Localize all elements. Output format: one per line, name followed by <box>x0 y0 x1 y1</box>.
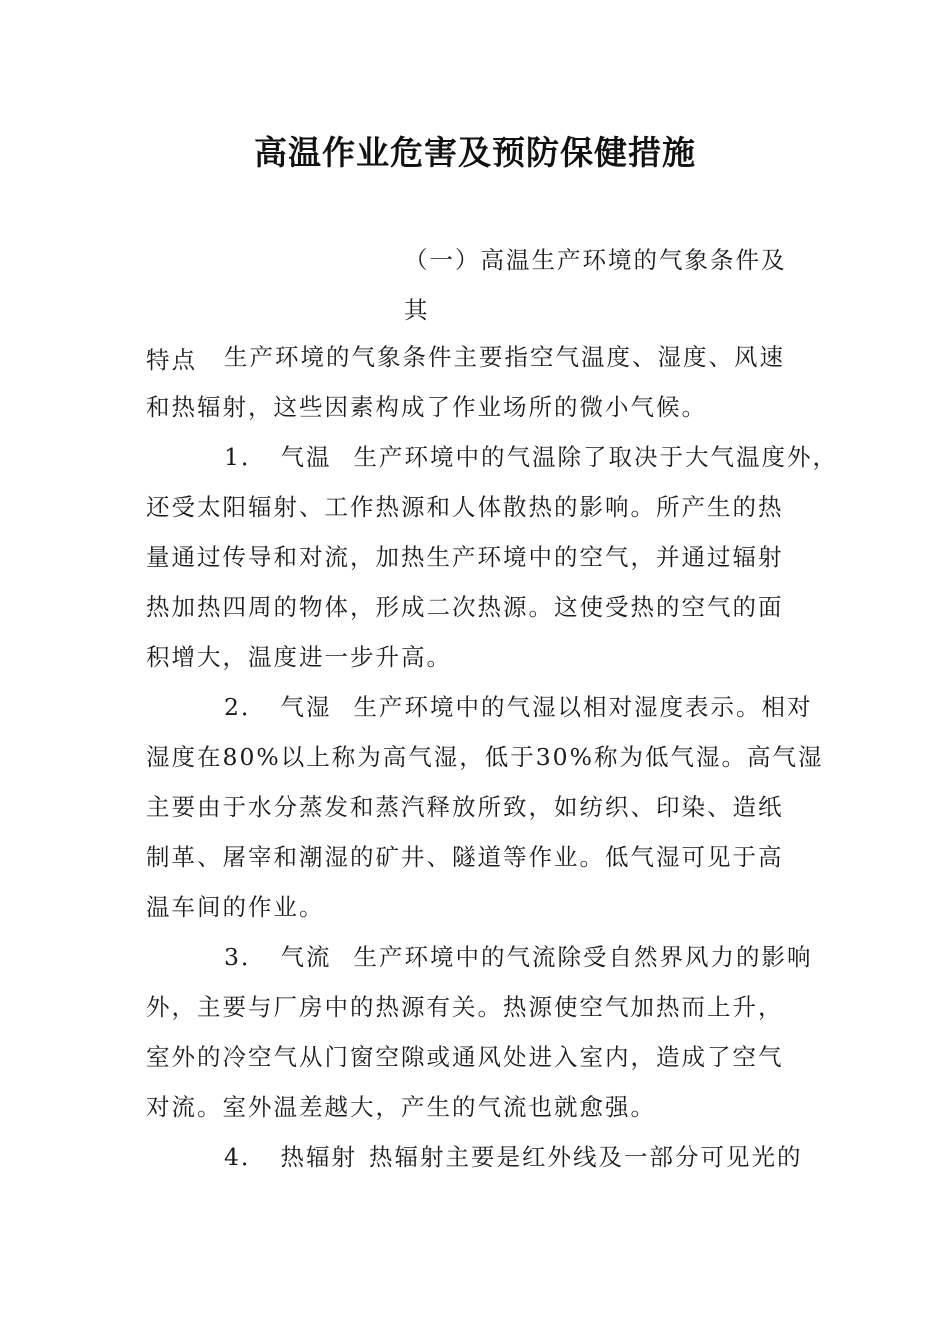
paragraph-line: 积增大，温度进一步升高。 <box>146 643 452 671</box>
paragraph-line: 主要由于水分蒸发和蒸汽释放所致，如纺织、印染、造纸 <box>146 793 784 821</box>
paragraph-first-line <box>146 432 838 482</box>
item-term: 气湿 <box>280 693 332 721</box>
item-number: 2． <box>224 693 267 721</box>
paragraph-intro <box>146 332 808 432</box>
paragraph-first-line <box>146 682 813 732</box>
paragraph-line: 和热辐射，这些因素构成了作业场所的微小气候。 <box>146 393 707 421</box>
paragraph-line: 生产环境中的气湿以相对湿度表示。相对 <box>353 693 813 721</box>
paragraph-first-line <box>146 1132 808 1182</box>
paragraph-air-flow <box>146 932 813 1132</box>
paragraph-line: 温车间的作业。 <box>146 893 325 921</box>
paragraph-line: 还受太阳辐射、工作热源和人体散热的影响。所产生的热 <box>146 493 784 521</box>
paragraph-line: 室外的冷空气从门窗空隙或通风处进入室内，造成了空气 <box>146 1043 784 1071</box>
paragraph-line: 生产环境的气象条件主要指空气温度、湿度、风速 <box>224 343 785 371</box>
paragraph-heat-radiation <box>146 1132 808 1182</box>
document-title: 高温作业危害及预防保健措施 <box>254 133 696 172</box>
section-heading-line-1: （一）高温生产环境的气象条件及其 <box>404 246 787 324</box>
item-number: 4． <box>224 1143 267 1171</box>
item-term: 气流 <box>280 943 332 971</box>
item-term: 气温 <box>280 443 332 471</box>
paragraph-first-line <box>146 932 813 982</box>
paragraph-air-humidity <box>146 682 824 932</box>
paragraph-line: 量通过传导和对流，加热生产环境中的空气，并通过辐射 <box>146 543 784 571</box>
item-term: 热辐射 <box>280 1143 357 1171</box>
paragraph-line: 制革、屠宰和潮湿的矿井、隧道等作业。低气湿可见于高 <box>146 843 784 871</box>
paragraph-air-temperature <box>146 432 838 682</box>
paragraph-line: 湿度在80%以上称为高气湿，低于30%称为低气湿。高气湿 <box>146 743 824 771</box>
paragraph-line: 热加热四周的物体，形成二次热源。这使受热的空气的面 <box>146 593 784 621</box>
section-heading-line-2: 特点 <box>146 346 197 374</box>
paragraph-line: 外，主要与厂房中的热源有关。热源使空气加热而上升， <box>146 993 784 1021</box>
paragraph-line: 生产环境中的气温除了取决于大气温度外， <box>353 443 838 471</box>
item-number: 1． <box>224 443 267 471</box>
paragraph-line: 对流。室外温差越大，产生的气流也就愈强。 <box>146 1093 656 1121</box>
paragraph-line: 热辐射主要是红外线及一部分可见光的 <box>368 1143 803 1171</box>
paragraph-line: 生产环境中的气流除受自然界风力的影响 <box>353 943 813 971</box>
item-number: 3． <box>224 943 267 971</box>
